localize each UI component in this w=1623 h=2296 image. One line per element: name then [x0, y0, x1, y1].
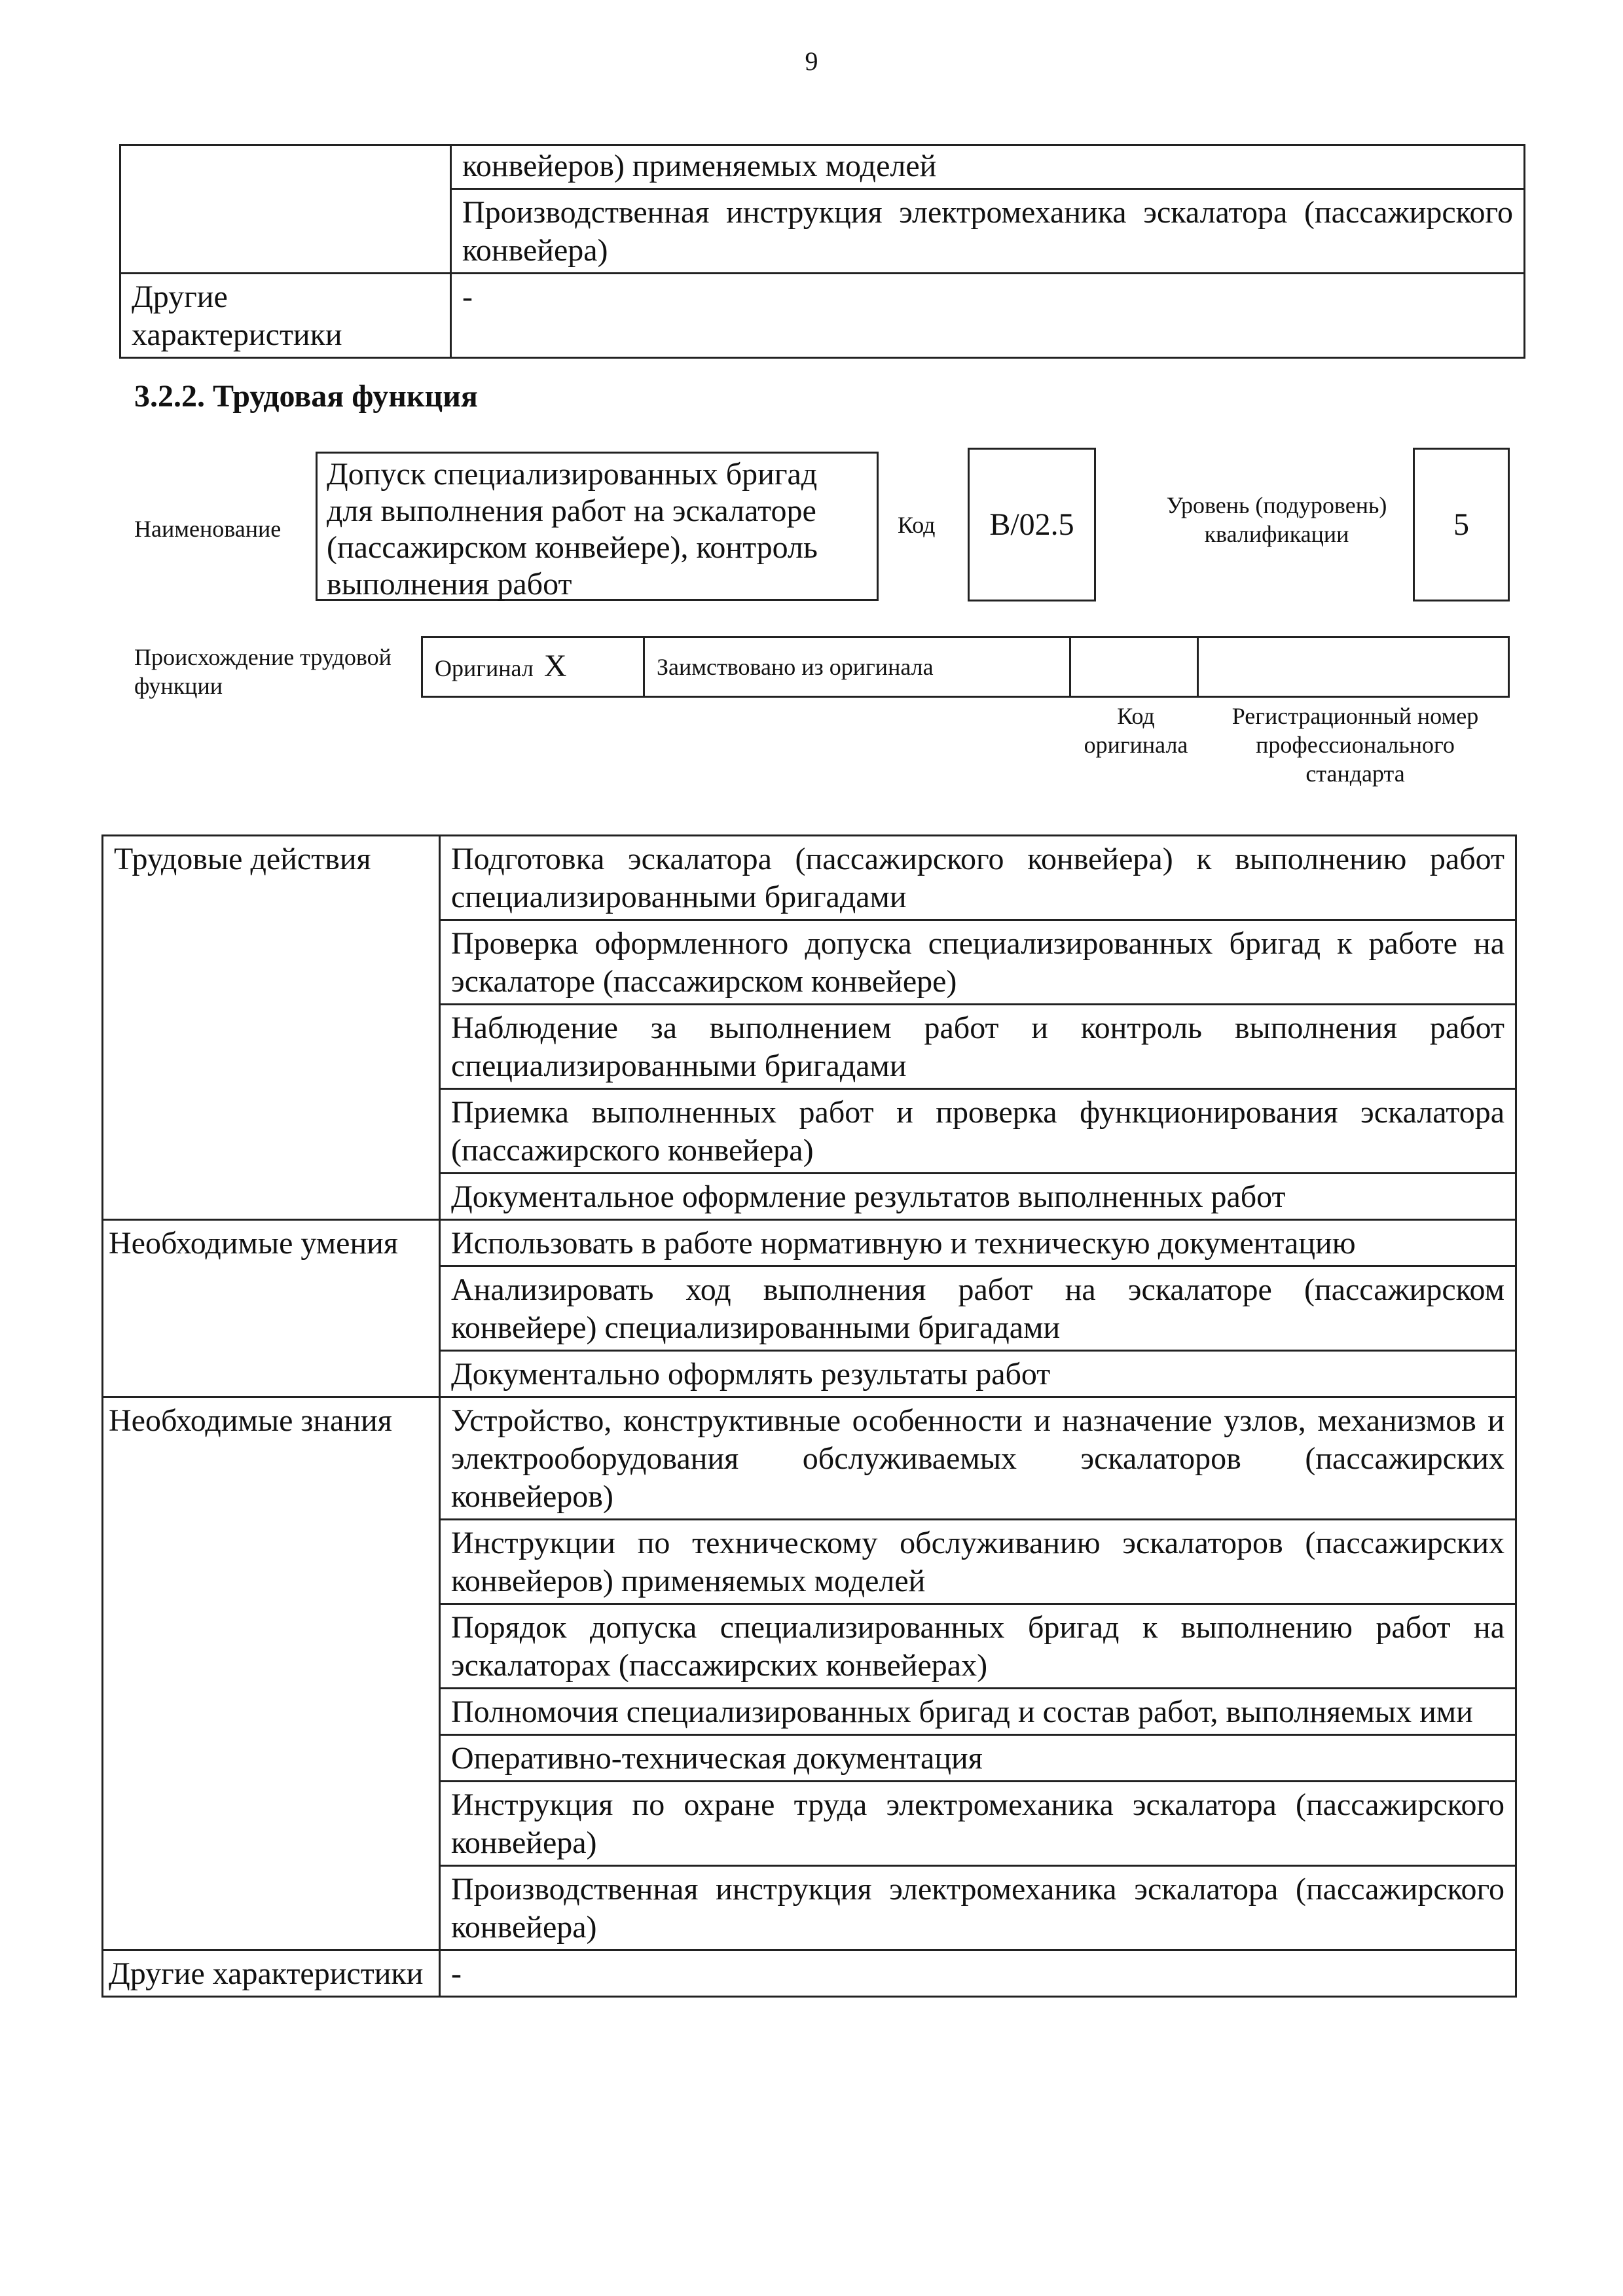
origin-reg-caption: Регистрационный номер профессионального стандарта: [1231, 703, 1479, 787]
list-item: Порядок допуска специализированных бригад к выполнению работ на эскалаторах (пассажирских конвейерах): [440, 1604, 1516, 1689]
origin-code-caption: Код оригинала: [1084, 703, 1188, 758]
code-value-box: B/02.5: [968, 448, 1096, 601]
table-row: [120, 274, 1525, 358]
row-label: [120, 145, 451, 274]
cell-value: -: [451, 274, 1525, 358]
section-heading: 3.2.2. Трудовая функция: [134, 379, 478, 414]
borrowed-cell: Заимствовано из оригинала: [644, 637, 1070, 697]
level-label: Уровень (подуровень) квалификации: [1166, 492, 1387, 547]
list-item: Наблюдение за выполнением работ и контроль выполнения работ специализированными бригадами: [440, 1005, 1516, 1089]
table-row: [103, 1950, 1516, 1997]
origin-code-cell: [1070, 637, 1198, 697]
original-mark: X: [543, 648, 567, 683]
group-label-knowledge: Необходимые знания: [103, 1397, 440, 1950]
level-value-box: 5: [1413, 448, 1510, 601]
group-label-skills: Необходимые умения: [103, 1220, 440, 1397]
list-item: Инструкция по охране труда электромеханика эскалатора (пассажирского конвейера): [440, 1782, 1516, 1866]
code-label: Код: [898, 512, 936, 538]
cell-value: конвейеров) применяемых моделей: [451, 145, 1525, 189]
list-item: Использовать в работе нормативную и техническую документацию: [440, 1220, 1516, 1266]
table-row: [120, 145, 1525, 189]
list-item: Документально оформлять результаты работ: [440, 1351, 1516, 1397]
list-item: Анализировать ход выполнения работ на эскалаторе (пассажирском конвейере) специализированными бригадами: [440, 1266, 1516, 1351]
group-label-other: Другие характеристики: [103, 1950, 440, 1997]
origin-label: Происхождение трудовой функции: [134, 644, 392, 699]
origin-table: [421, 636, 1510, 698]
table-row: [103, 836, 1516, 920]
original-label: Оригинал: [435, 655, 534, 681]
list-item: Оперативно-техническая документация: [440, 1735, 1516, 1782]
cell-value: Производственная инструкция электромеханика эскалатора (пассажирского конвейера): [451, 189, 1525, 274]
list-item: -: [440, 1950, 1516, 1997]
list-item: Приемка выполненных работ и проверка функционирования эскалатора (пассажирского конвейера): [440, 1089, 1516, 1174]
table-main: [101, 834, 1517, 1998]
row-label: Другие характеристики: [120, 274, 451, 358]
name-label: Наименование: [134, 516, 282, 542]
list-item: Производственная инструкция электромеханика эскалатора (пассажирского конвейера): [440, 1866, 1516, 1950]
list-item: Полномочия специализированных бригад и состав работ, выполняемых ими: [440, 1689, 1516, 1735]
table-row: [103, 1220, 1516, 1266]
list-item: Проверка оформленного допуска специализированных бригад к работе на эскалаторе (пассажирском конвейере): [440, 920, 1516, 1005]
list-item: Документальное оформление результатов выполненных работ: [440, 1174, 1516, 1220]
group-label-actions: Трудовые действия: [103, 836, 440, 1220]
page-number: 9: [805, 46, 818, 76]
list-item: Инструкции по техническому обслуживанию эскалаторов (пассажирских конвейеров) применяемых моделей: [440, 1520, 1516, 1604]
table-row: [103, 1397, 1516, 1520]
list-item: Устройство, конструктивные особенности и назначение узлов, механизмов и электрооборудования обслуживаемых эскалаторов (пассажирских конвейеров): [440, 1397, 1516, 1520]
original-cell: [422, 637, 644, 697]
table-row: [422, 637, 1509, 697]
name-value-box: Допуск специализированных бригад для выполнения работ на эскалаторе (пассажирском конвейере), контроль выполнения работ: [316, 452, 879, 601]
table-continuation: [119, 144, 1525, 359]
list-item: Подготовка эскалатора (пассажирского конвейера) к выполнению работ специализированными бригадами: [440, 836, 1516, 920]
origin-reg-cell: [1198, 637, 1509, 697]
